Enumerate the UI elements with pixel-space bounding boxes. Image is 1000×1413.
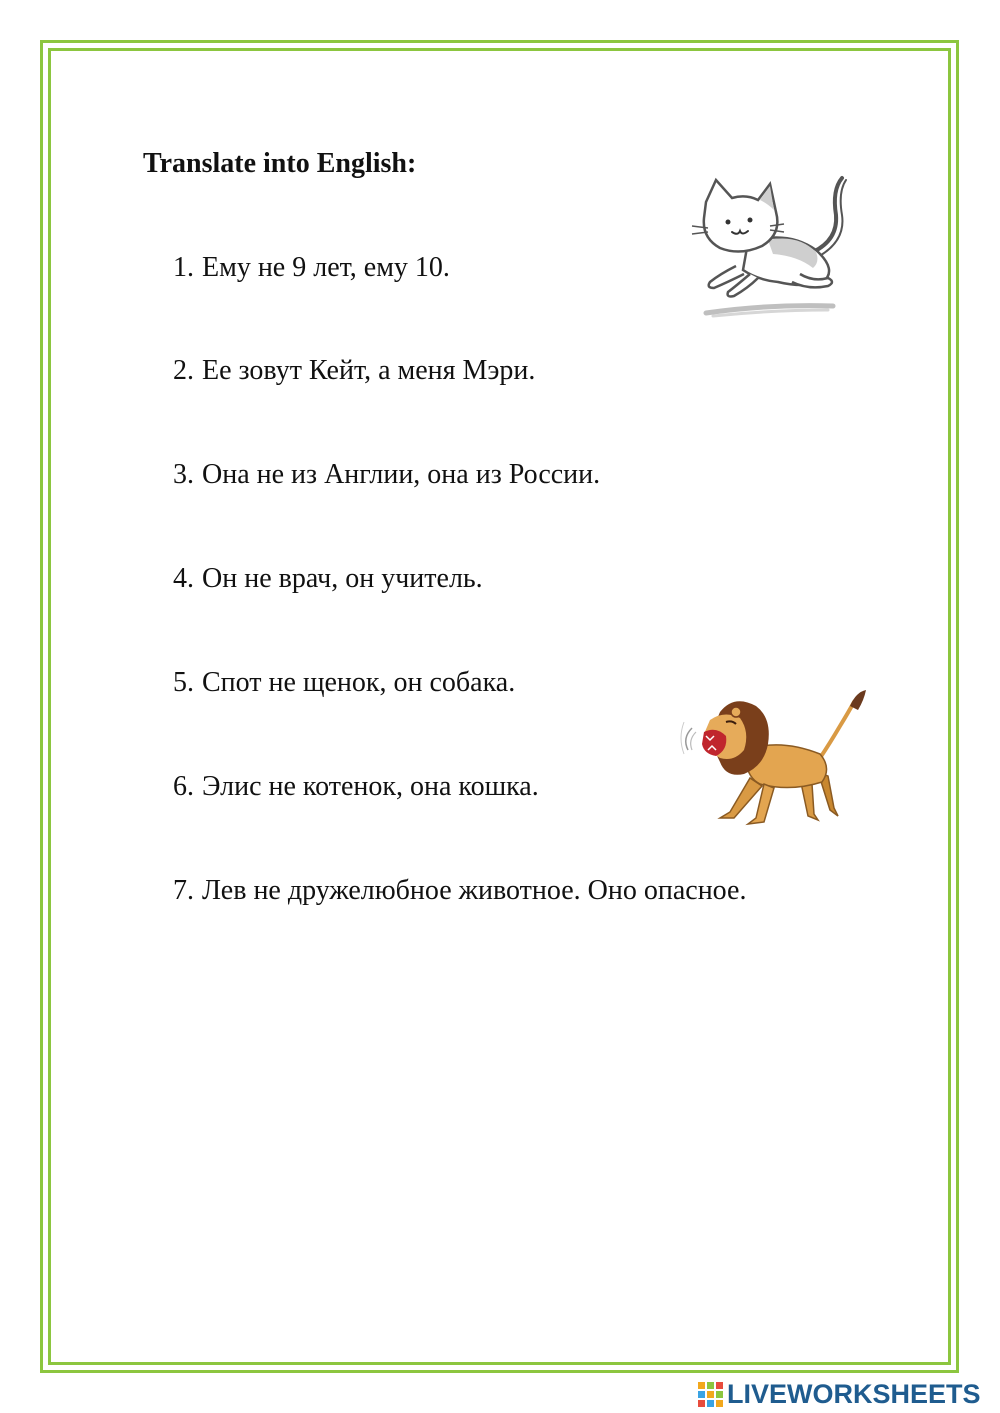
task-text: Она не из Англии, она из России.	[202, 459, 601, 490]
worksheet-title: Translate into English:	[143, 148, 417, 179]
task-text: Лев не дружелюбное животное. Оно опасное.	[202, 875, 747, 906]
task-text: Он не врач, он учитель.	[202, 563, 483, 594]
task-item	[173, 873, 746, 909]
task-text: Спот не щенок, он собака.	[202, 667, 516, 698]
task-number: 5.	[173, 667, 194, 698]
task-item	[173, 665, 515, 701]
task-item	[173, 353, 535, 389]
task-item	[173, 457, 600, 493]
task-item	[173, 769, 539, 805]
task-text: Ее зовут Кейт, а меня Мэри.	[202, 355, 536, 386]
task-number: 4.	[173, 563, 194, 594]
lion-illustration	[680, 688, 870, 833]
task-number: 3.	[173, 459, 194, 490]
liveworksheets-logo[interactable]	[697, 1378, 997, 1410]
task-text: Элис не котенок, она кошка.	[202, 771, 539, 802]
cat-illustration	[688, 170, 848, 320]
task-number: 1.	[173, 252, 194, 283]
task-item	[173, 250, 450, 286]
logo-icon	[697, 1381, 723, 1407]
task-number: 7.	[173, 875, 194, 906]
task-text: Ему не 9 лет, ему 10.	[202, 252, 450, 283]
task-number: 2.	[173, 355, 194, 386]
task-item	[173, 561, 483, 597]
task-number: 6.	[173, 771, 194, 802]
brand-name: LIVEWORKSHEETS	[727, 1378, 981, 1409]
